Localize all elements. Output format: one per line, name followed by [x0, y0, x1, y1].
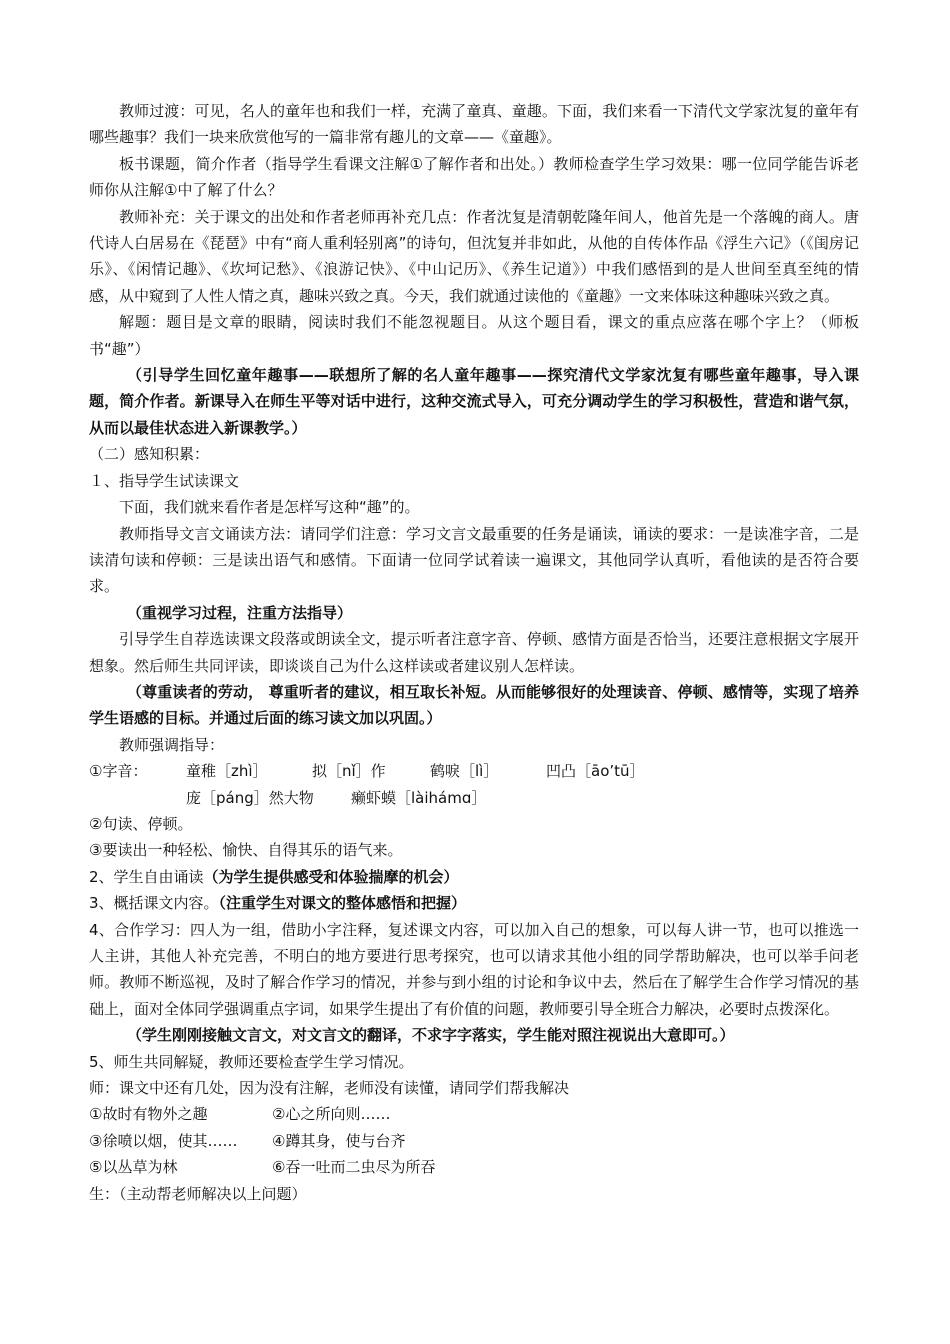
question-item: ④蹲其身，使与台齐 [272, 1131, 406, 1150]
pronunciation-item: 童稚［zhì］ [186, 762, 268, 781]
step-3-note: （注重学生对课文的整体感悟和把握） [218, 894, 467, 913]
paragraph-how-written: 下面，我们就来看作者是怎样写这种“趣”的。 [119, 498, 420, 517]
paragraph-guided-reading: 引导学生自荐选读课文段落或朗读全文，提示听者注意字音、停顿、感情方面是否恰当，还要注意根据文字展开想象。然后师生共同评读，即谈谈自己为什么这样读或者建议别人怎样读。 [89, 630, 859, 675]
question-row [89, 1101, 859, 1127]
step-2-text: 2、学生自由诵读 [89, 867, 204, 886]
question-item: ⑥吞一吐而二虫尽为所吞 [272, 1158, 436, 1177]
pronunciation-item: 庞［páng］然大物 [186, 788, 314, 807]
design-note-respect: （尊重读者的劳动， 尊重听者的建议，相互取长补短。从而能够很好的处理读音、停顿、感情等，实现了培养学生语感的目标。并通过后面的练习读文加以巩固。） [89, 682, 859, 728]
step-2-note: （为学生提供感受和体验揣摩的机会） [203, 867, 459, 886]
pronunciation-item: 凹凸［āo’tū］ [546, 762, 645, 781]
pronunciation-item: 拟［nǐ］作 [312, 762, 386, 781]
pronunciation-row-1 [89, 758, 859, 784]
question-item: ②心之所向则…… [272, 1105, 391, 1124]
pronunciation-item: 鹤唳［lì］ [430, 762, 499, 781]
paragraph-teacher-transition: 教师过渡：可见，名人的童年也和我们一样，充满了童真、童趣。下面，我们来看一下清代文学家沈复的童年有哪些趣事？我们一块来欣赏他写的一篇非常有趣儿的文章——《童趣》。 [89, 102, 859, 147]
paragraph-teacher-emphasis: 教师强调指导： [119, 735, 225, 754]
question-row [89, 1154, 859, 1180]
question-item: ①故时有物外之趣 [89, 1105, 208, 1124]
step-1-heading: １、指导学生试读课文 [89, 471, 240, 490]
list-item-tone: ③要读出一种轻松、愉快、自得其乐的语气来。 [89, 841, 403, 860]
step-5-heading: 5、师生共同解疑，教师还要检查学生学习情况。 [89, 1052, 414, 1071]
section-heading-perception: （二）感知积累： [89, 445, 210, 464]
pronunciation-label: ①字音： [89, 762, 148, 781]
paragraph-student-response: 生：（主动帮老师解决以上问题） [89, 1184, 307, 1203]
pronunciation-row-2 [89, 785, 859, 811]
question-item: ⑤以丛草为林 [89, 1158, 178, 1177]
paragraph-teacher-supplement: 教师补充：关于课文的出处和作者老师再补充几点：作者沈复是清朝乾隆年间人，他首先是一个落魄的商人。唐代诗人白居易在《琵琶》中有“商人重利轻别离”的诗句，但沈复并非如此，从他的自传体作品《浮生六记》（《闺房记乐》、《闲情记趣》、《坎坷记愁》、《浪游记快》、《中山记历》、《养生记道》）中我们感悟到的是人世间至真至纯的情感，从中窥到了人性人情之真，趣味兴致之真。今天，我们就通过读他的《童趣》一文来体味这种趣味兴致之真。 [89, 207, 859, 305]
paragraph-teacher-question: 师：课文中还有几处，因为没有注解，老师没有读懂，请同学们帮我解决 [89, 1079, 570, 1098]
question-item: ③徐喷以烟，使其…… [89, 1131, 238, 1150]
paragraph-reading-method: 教师指导文言文诵读方法：请同学们注意：学习文言文最重要的任务是诵读，诵读的要求：一是读准字音，二是读清句读和停顿：三是读出语气和感情。下面请一位同学试着读一遍课文，其他同学认真听，看他读的是否符合要求。 [89, 524, 859, 596]
list-item-pauses: ②句读、停顿。 [89, 814, 193, 833]
question-row [89, 1128, 859, 1154]
step-3-text: 3、概括课文内容。 [89, 894, 219, 913]
paragraph-design-note-intro: （引导学生回忆童年趣事——联想所了解的名人童年趣事——探究清代文学家沈复有哪些童年趣事，导入课题，简介作者。新课导入在师生平等对话中进行，这种交流式导入，可充分调动学生的学习积极性，营造和谐气氛， 从而以最佳状态进入新课教学。） [89, 366, 859, 437]
step-3-heading [89, 890, 859, 916]
pronunciation-item: 癞虾蟆［làihámɑ］ [351, 788, 487, 807]
design-note-method: （重视学习过程，注重方法指导） [127, 603, 353, 622]
paragraph-title-author: 板书课题，简介作者（指导学生看课文注解①了解作者和出处。）教师检查学生学习效果：哪一位同学能告诉老师你从注解①中了解了什么？ [89, 154, 859, 200]
step-4-cooperative-learning: 4、合作学习：四人为一组，借助小字注释，复述课文内容，可以加入自己的想象，可以每人讲一节，也可以推选一人主讲，其他人补充完善，不明白的地方要进行思考探究，也可以请求其他小组的同学帮助解决，也可以举手问老师。教师不断巡视，及时了解合作学习的情况，并参与到小组的讨论和争议中去，然后在了解学生合作学习情况的基础上，面对全体同学强调重点字词，如果学生提出了有价值的问题，教师要引导全班合力解决，必要时点拨深化。 [89, 920, 859, 1018]
document-page [89, 98, 859, 1207]
paragraph-title-explanation: 解题：题目是文章的眼睛，阅读时我们不能忽视题目。从这个题目看，课文的重点应落在哪个字上？（师板书“趣”） [89, 313, 859, 358]
design-note-translation: （学生刚刚接触文言文，对文言文的翻译，不求字字落实，学生能对照注视说出大意即可。） [127, 1026, 735, 1045]
step-2-heading [89, 864, 859, 890]
